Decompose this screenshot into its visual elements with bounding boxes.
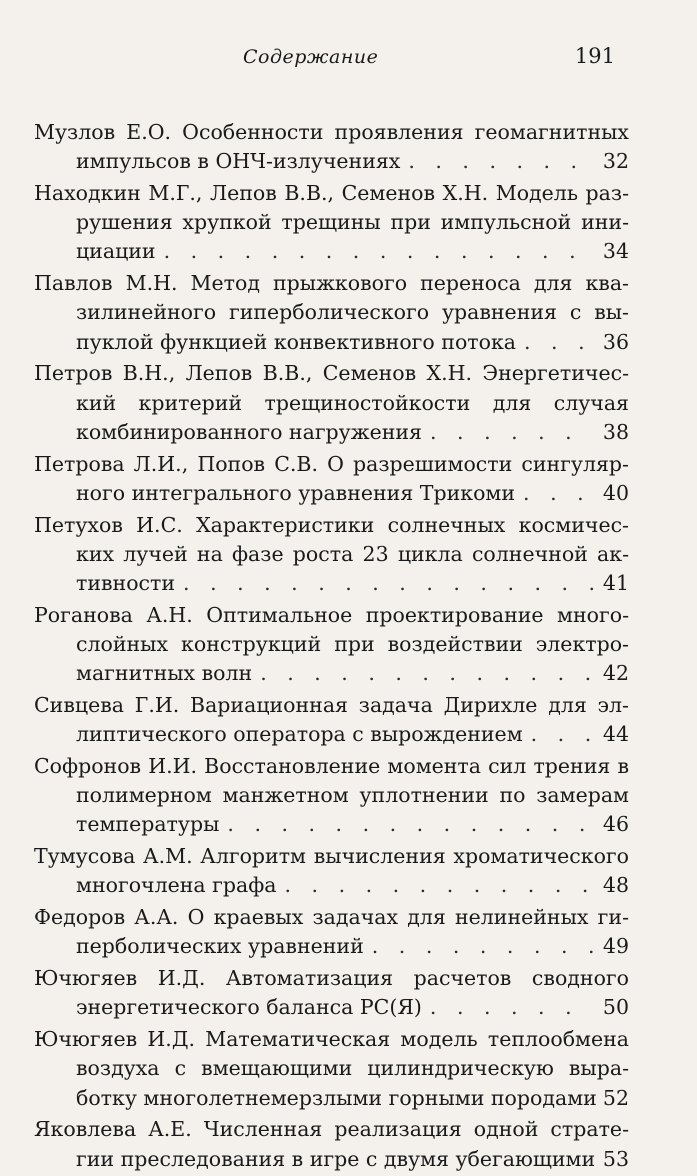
toc-entry-text: Тумусова А.М. Алгоритм вычисления хроматического	[34, 844, 629, 869]
toc-entry-text: Ючюгяев И.Д. Математическая модель теплообмена	[34, 1027, 629, 1052]
toc-entry-line	[34, 298, 629, 327]
toc-entry	[34, 842, 629, 900]
toc-entry-line	[34, 328, 629, 357]
toc-entry-text: пуклой функцией конвективного потока	[76, 329, 516, 354]
toc-entry-line	[34, 147, 629, 176]
toc-entry	[34, 179, 629, 267]
toc-entry-text: комбинированного нагружения	[76, 419, 422, 444]
toc-entry-text: Петухов И.С. Характеристики солнечных космичес-	[34, 512, 629, 537]
toc-entry	[34, 903, 629, 961]
toc-entry	[34, 1115, 629, 1173]
toc-entry-text: липтического оператора с вырождением	[76, 722, 523, 747]
toc-entry-line	[34, 118, 629, 147]
toc-entry-line	[34, 659, 629, 688]
toc-entry-line	[34, 932, 629, 961]
toc-entry-text: Федоров А.А. О краевых задачах для нелинейных ги-	[34, 905, 629, 930]
dot-leader	[285, 871, 594, 900]
toc-entry-text: Петрова Л.И., Попов С.В. О разрешимости сингуляр-	[34, 451, 629, 476]
toc-entry-text: температуры	[76, 812, 220, 837]
toc-entry	[34, 1025, 629, 1113]
toc-entry-text: многочлена графа	[76, 873, 277, 898]
toc-entry-text: рушения хрупкой трещины при импульсной ини-	[76, 210, 629, 235]
toc-page-number: 42	[602, 661, 629, 686]
toc-entry	[34, 752, 629, 840]
toc-entry-text: тивности	[76, 571, 176, 596]
toc-entry-text: импульсов в ОНЧ-излучениях	[76, 149, 401, 174]
toc-entry-text: Сивцева Г.И. Вариационная задача Дирихле для эл-	[34, 693, 629, 718]
dot-leader	[372, 932, 593, 961]
toc-entry-text: циации	[76, 239, 156, 264]
toc-entry-text: слойных конструкций при воздействии электро-	[76, 632, 629, 657]
toc-entry-line	[34, 1084, 629, 1113]
toc-entry-text: полимерном манжетном уплотнении по замерам	[76, 783, 629, 808]
toc-entry-line	[34, 871, 629, 900]
toc-entry-line	[34, 993, 629, 1022]
toc-entry	[34, 269, 629, 357]
toc-entry-text: гии преследования в игре с двумя убегающими	[76, 1146, 596, 1171]
dot-leader	[227, 810, 593, 839]
dot-leader	[164, 237, 593, 266]
toc-entry	[34, 450, 629, 508]
toc-entry-text: Музлов Е.О. Особенности проявления геомагнитных	[34, 120, 629, 144]
toc-entry-text: перболических уравнений	[76, 934, 364, 959]
toc-page-number: 52	[602, 1085, 629, 1110]
toc-entry-line	[34, 720, 629, 749]
toc-entry-line	[34, 781, 629, 810]
running-header-title: Содержание	[243, 46, 379, 68]
toc-entry-line	[34, 842, 629, 871]
toc-entry-text: Роганова А.Н. Оптимальное проектирование много-	[34, 602, 629, 627]
toc-entry-text: ботку многолетнемерзлыми горными породами	[76, 1085, 597, 1110]
toc-page-number: 40	[602, 480, 629, 505]
toc-entry-text: ного интегрального уравнения Трикоми	[76, 480, 516, 505]
toc-page-number: 34	[602, 239, 629, 264]
toc-entry-line	[34, 810, 629, 839]
table-of-contents	[34, 118, 629, 1176]
dot-leader	[183, 569, 593, 598]
toc-entry-text: магнитных волн	[76, 661, 253, 686]
toc-entry-line	[34, 540, 629, 569]
toc-entry-line	[34, 418, 629, 447]
toc-entry	[34, 601, 629, 689]
toc-entry-line	[34, 511, 629, 540]
toc-page-number: 48	[602, 873, 629, 898]
toc-entry-text: Яковлева А.Е. Численная реализация одной страте-	[34, 1117, 629, 1142]
toc-entry	[34, 118, 629, 176]
dot-leader	[524, 328, 593, 357]
toc-page-number: 49	[602, 934, 629, 959]
dot-leader	[523, 479, 593, 508]
toc-entry	[34, 511, 629, 599]
dot-leader	[531, 720, 593, 749]
page-number: 191	[574, 44, 615, 68]
toc-entry	[34, 964, 629, 1022]
toc-entry-line	[34, 601, 629, 630]
dot-leader	[260, 659, 593, 688]
toc-page-number: 32	[602, 149, 629, 174]
toc-entry-text: зилинейного гиперболического уравнения с вы-	[76, 300, 629, 325]
toc-page-number: 38	[602, 419, 629, 444]
toc-entry-line	[34, 389, 629, 418]
toc-entry-line	[34, 179, 629, 208]
toc-page-number: 41	[602, 571, 629, 596]
toc-entry-line	[34, 630, 629, 659]
toc-entry-text: воздуха с вмещающими цилиндрическую выра-	[76, 1056, 629, 1081]
toc-entry-line	[34, 269, 629, 298]
toc-entry-line	[34, 1115, 629, 1144]
toc-entry-line	[34, 1054, 629, 1083]
toc-entry-line	[34, 964, 629, 993]
toc-entry	[34, 359, 629, 447]
toc-entry-line	[34, 752, 629, 781]
toc-page-number: 50	[602, 995, 629, 1020]
toc-entry-text: Ючюгяев И.Д. Автоматизация расчетов сводного	[34, 966, 629, 991]
toc-entry-text: ких лучей на фазе роста 23 цикла солнечной ак-	[76, 541, 629, 566]
dot-leader	[430, 993, 593, 1022]
toc-page-number: 36	[602, 329, 629, 354]
toc-entry-line	[34, 237, 629, 266]
toc-entry-line	[34, 208, 629, 237]
toc-entry-line	[34, 450, 629, 479]
dot-leader	[430, 418, 593, 447]
toc-page-number: 53	[602, 1146, 629, 1171]
toc-entry-text: Находкин М.Г., Лепов В.В., Семенов Х.Н. Модель раз-	[34, 181, 629, 205]
toc-entry-line	[34, 691, 629, 720]
toc-entry-line	[34, 479, 629, 508]
toc-entry-text: Петров В.Н., Лепов В.В., Семенов Х.Н. Энергетичес-	[34, 361, 629, 386]
toc-entry-line	[34, 1025, 629, 1054]
toc-entry-line	[34, 359, 629, 388]
toc-entry-line	[34, 903, 629, 932]
dot-leader	[408, 147, 593, 176]
toc-entry-text: Софронов И.И. Восстановление момента сил трения в	[34, 754, 629, 779]
toc-page-number: 44	[602, 722, 629, 747]
toc-entry-line	[34, 569, 629, 598]
toc-entry-text: энергетического баланса РС(Я)	[76, 995, 422, 1020]
toc-entry	[34, 691, 629, 749]
toc-entry-line	[34, 1145, 629, 1174]
toc-entry-text: кий критерий трещиностойкости для случая	[76, 390, 629, 415]
toc-page-number: 46	[602, 812, 629, 837]
toc-entry-text: Павлов М.Н. Метод прыжкового переноса для ква-	[34, 271, 629, 296]
